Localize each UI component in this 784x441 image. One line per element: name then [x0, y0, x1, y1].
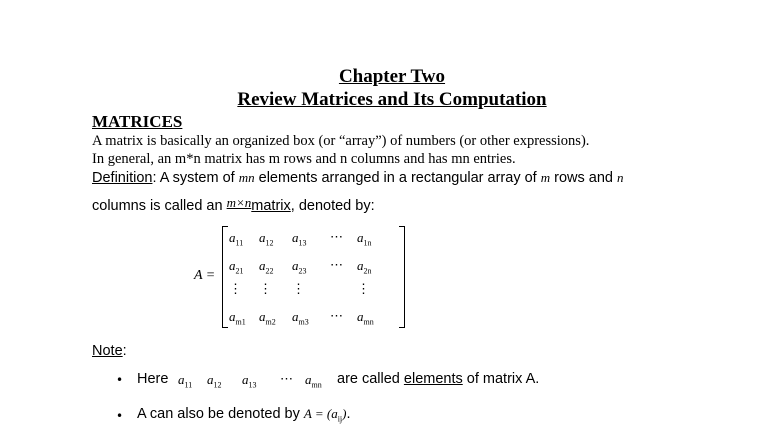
bullet-entry: $a_{11}$	[178, 372, 193, 390]
definition-text-3: rows and	[554, 170, 613, 186]
definition-line-1	[92, 170, 624, 186]
note-label: Note	[92, 343, 123, 359]
bullet-1-suffix	[337, 371, 539, 387]
math-mxn: m×n	[226, 195, 252, 210]
matrix-entry: $a_{23}$	[292, 258, 307, 276]
matrix-entry: $a_{21}$	[229, 258, 244, 276]
matrix-ellipsis: ⋯	[330, 230, 343, 245]
bullet-1-suffix-1: are called	[337, 371, 400, 387]
matrix-entry: $a_{mn}$	[357, 309, 374, 327]
bullet-1-marker: •	[116, 373, 124, 387]
bullet-1-prefix: Here	[137, 371, 169, 387]
elements-word: elements	[403, 371, 463, 387]
math-m: m	[540, 170, 551, 185]
math-n: n	[617, 170, 624, 185]
matrix-ellipsis: ⋮	[229, 282, 242, 297]
matrix-lhs: A =	[194, 268, 216, 283]
chapter-title: Chapter Two	[338, 66, 446, 87]
matrix-right-bracket	[399, 226, 405, 328]
matrix-entry: $a_{11}$	[229, 230, 244, 248]
note-colon: :	[122, 343, 127, 359]
matrix-ellipsis: ⋮	[357, 282, 370, 297]
matrix-left-bracket	[222, 226, 228, 328]
bullet-2-text: A can also be denoted by	[137, 406, 300, 422]
bullet-entry: $a_{mn}$	[305, 372, 322, 390]
matrix-ellipsis: ⋮	[292, 282, 305, 297]
definition-line2-text-1: columns is called an	[92, 198, 223, 214]
definition-line2-text-2: , denoted by:	[290, 198, 375, 214]
matrix-entry: $a_{1n}$	[357, 230, 372, 248]
matrix-entry: $a_{13}$	[292, 230, 307, 248]
matrix-ellipsis: ⋯	[330, 258, 343, 273]
note-heading	[92, 343, 127, 359]
chapter-subtitle: Review Matrices and Its Computation	[237, 89, 547, 110]
matrix-entry: $a_{m3}$	[292, 309, 309, 327]
bullet-entry: $a_{12}$	[207, 372, 222, 390]
matrix-entry: $a_{m2}$	[259, 309, 276, 327]
definition-text-1: A system of	[159, 170, 235, 186]
matrix-entry: $a_{22}$	[259, 258, 274, 276]
matrix-ellipsis: ⋯	[330, 309, 343, 324]
bullet-2-period: .	[346, 406, 351, 422]
section-heading: MATRICES	[92, 112, 183, 131]
matrix-word: matrix	[251, 198, 291, 214]
bullet-2-marker: •	[116, 409, 124, 423]
definition-line-2	[92, 195, 375, 214]
bullet-1-suffix-2: of matrix A.	[466, 371, 540, 387]
matrix-entry: $a_{12}$	[259, 230, 274, 248]
matrix-ellipsis: ⋮	[259, 282, 272, 297]
definition-label: Definition	[92, 170, 153, 186]
bullet-2-line	[137, 406, 351, 424]
intro-line-2: In general, an m*n matrix has m rows and n columns and has mn entries.	[92, 151, 516, 167]
intro-line-1: A matrix is basically an organized box (or “array”) of numbers (or other expressions).	[92, 133, 590, 149]
bullet-2-math-open: A = (a	[303, 406, 338, 421]
definition-text-2: elements arranged in a rectangular array of	[258, 170, 537, 186]
bullet-2-math	[303, 406, 347, 424]
bullet-2-math-sub: ij	[337, 414, 343, 424]
matrix-entry: $a_{2n}$	[357, 258, 372, 276]
definition-colon: :	[152, 170, 157, 186]
matrix-entry: $a_{m1}$	[229, 309, 246, 327]
bullet-ellipsis: ⋯	[280, 372, 293, 387]
bullet-entry: $a_{13}$	[242, 372, 257, 390]
math-mn: mn	[238, 170, 255, 185]
bullet-2-math-close: )	[342, 406, 347, 421]
